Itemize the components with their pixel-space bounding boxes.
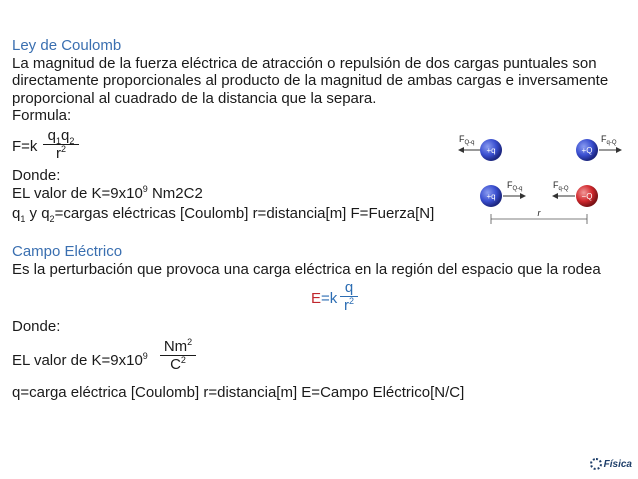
charge-label-bottom-right: −Q xyxy=(581,192,593,201)
k-units-numerator: Nm$^2$ xyxy=(163,337,193,355)
coulomb-forces-diagram xyxy=(455,128,625,228)
campo-k-value: EL valor de $K=9x10^9$ xyxy=(12,351,148,369)
campo-donde: Donde: xyxy=(12,318,61,335)
campo-formula-lhs: E=k xyxy=(311,290,338,307)
coulomb-numerator: $q_1q_2$ xyxy=(47,127,75,146)
gear-icon xyxy=(590,458,602,470)
coulomb-denominator: $r^2$ xyxy=(55,144,66,163)
coulomb-formula-fraction xyxy=(43,127,79,163)
charge-label-bottom-left: +q xyxy=(486,192,496,201)
formula-label: Formula: xyxy=(12,107,72,124)
campo-numerator: q xyxy=(344,279,354,296)
fisica-logo: Física xyxy=(590,456,632,473)
campo-formula-fraction xyxy=(340,279,358,315)
charge-label-top-left: +q xyxy=(486,146,496,155)
campo-k-units-fraction xyxy=(160,338,196,374)
distance-label: r xyxy=(537,208,541,218)
campo-denominator: $r^2$ xyxy=(343,296,354,315)
charge-label-top-right: +Q xyxy=(581,146,593,155)
coulomb-k-value: EL valor de $K=9x10^9$ Nm2C2 xyxy=(12,184,203,202)
force-label-bottom-right: $F_{q-Q}$ xyxy=(553,180,569,192)
coulomb-title: Ley de Coulomb xyxy=(12,37,122,54)
force-label-top-right: $F_{q-Q}$ xyxy=(601,134,617,146)
k-units-denominator: $C^2$ xyxy=(170,355,186,374)
force-label-top-left: $F_{Q-q}$ xyxy=(459,134,475,146)
coulomb-paragraph: La magnitud de la fuerza eléctrica de atracción o repulsión de dos cargas puntuales son directamente proporcionales al producto de la magnitud de ambas cargas e inversamente proporcional al cuadrado de la distancia que la separa. xyxy=(12,55,609,107)
force-label-bottom-left: $F_{Q-q}$ xyxy=(507,180,523,192)
coulomb-formula-lhs: F=k xyxy=(12,138,38,155)
campo-paragraph: Es la perturbación que provoca una carga eléctrica en la región del espacio que la rodea xyxy=(12,261,601,278)
campo-variables: q=carga eléctrica [Coulomb] r=distancia[m] E=Campo Eléctrico[N/C] xyxy=(12,384,465,401)
coulomb-donde: Donde: xyxy=(12,167,61,184)
coulomb-variables: $q_1$ y $q_2=cargas$ eléctricas [Coulomb] r=distancia[m] F=Fuerza[N] xyxy=(12,205,435,224)
campo-title: Campo Eléctrico xyxy=(12,243,123,260)
